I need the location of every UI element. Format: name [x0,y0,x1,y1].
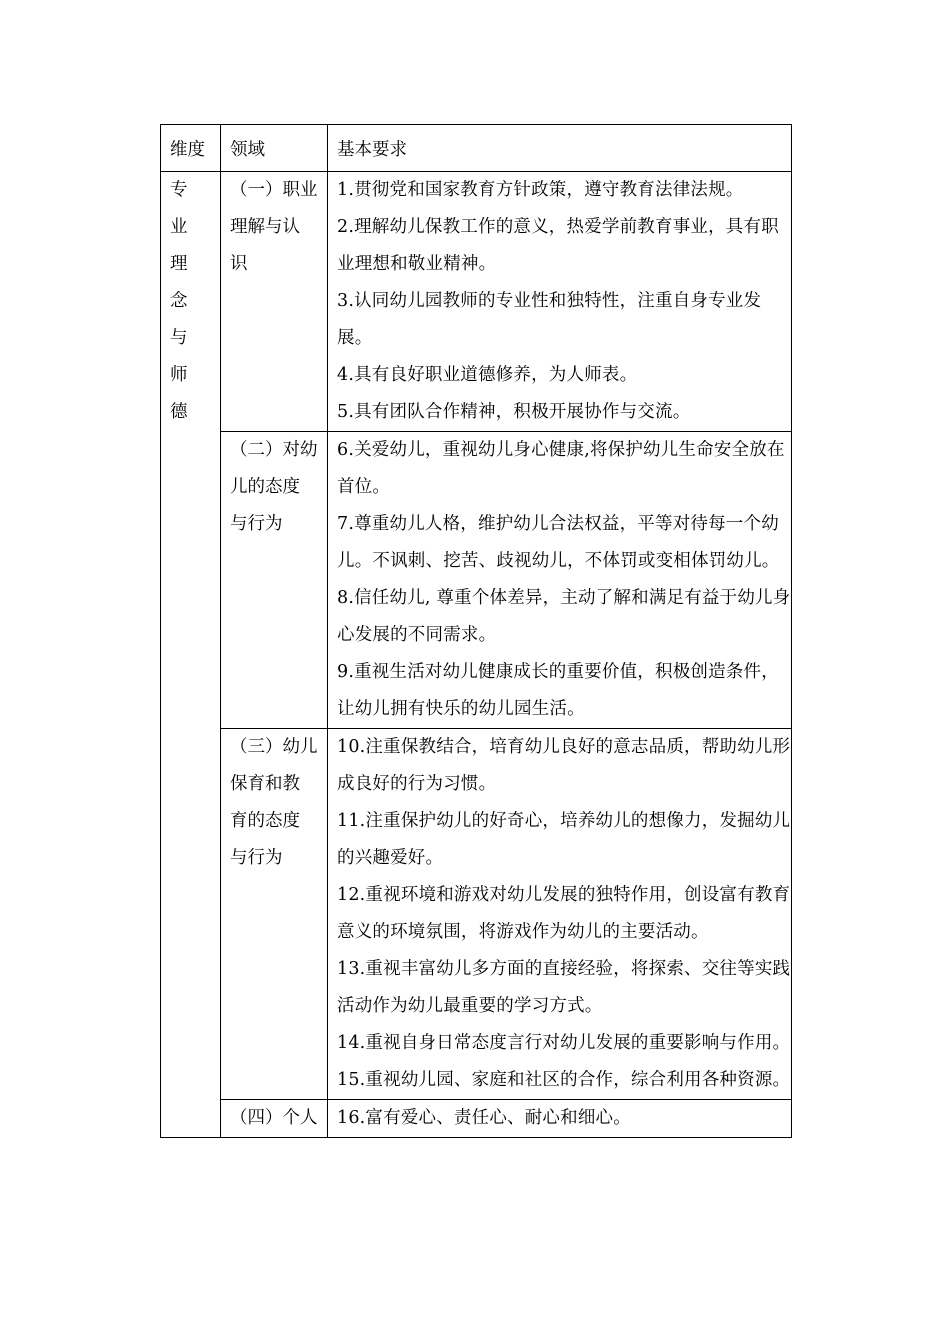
requirement-item: 10.注重保教结合，培育幼儿良好的意志品质，帮助幼儿形成良好的行为习惯。 [337,737,791,794]
area-cell [221,729,328,1100]
area-label-line: 育的态度 [230,811,300,831]
area-label-line: 儿的态度 [230,477,300,497]
dimension-cell [161,172,221,1138]
requirement-item: 1.贯彻党和国家教育方针政策，遵守教育法律法规。 [337,180,744,200]
requirement-item: 4.具有良好职业道德修养，为人师表。 [337,365,638,385]
dimension-char: 师 [170,365,188,385]
requirement-item: 12.重视环境和游戏对幼儿发展的独特作用，创设富有教育意义的环境氛围，将游戏作为幼儿的主要活动。 [337,885,791,942]
header-dimension: 维度 [161,125,221,172]
dimension-char: 念 [170,291,188,311]
area-label-line: （一）职业 [230,180,318,200]
header-area: 领域 [221,125,328,172]
requirement-item: 11.注重保护幼儿的好奇心，培养幼儿的想像力，发掘幼儿的兴趣爱好。 [337,811,791,868]
dimension-char: 德 [170,402,188,422]
requirements-cell [328,432,792,729]
area-row [161,172,792,432]
dimension-char: 专 [170,180,188,200]
area-label-line: 与行为 [230,848,283,868]
dimension-char: 理 [170,254,188,274]
area-row [161,432,792,729]
dimension-char: 业 [170,217,188,237]
area-cell [221,172,328,432]
requirement-item: 3.认同幼儿园教师的专业性和独特性，注重自身专业发展。 [337,291,762,348]
dimension-char: 与 [170,328,188,348]
header-requirements: 基本要求 [328,125,792,172]
requirement-item: 6.关爱幼儿，重视幼儿身心健康,将保护幼儿生命安全放在首位。 [337,440,785,497]
area-cell [221,432,328,729]
dimension-label [170,172,220,431]
area-label-line: 理解与认 [230,217,300,237]
requirements-cell [328,729,792,1100]
area-label-line: （二）对幼 [230,440,318,460]
requirement-item: 13.重视丰富幼儿多方面的直接经验，将探索、交往等实践活动作为幼儿最重要的学习方式。 [337,959,791,1016]
requirement-item: 9.重视生活对幼儿健康成长的重要价值，积极创造条件，让幼儿拥有快乐的幼儿园生活。 [337,662,779,719]
area-label-line: 识 [230,254,248,274]
requirement-item: 8.信任幼儿, 尊重个体差异，主动了解和满足有益于幼儿身心发展的不同需求。 [337,588,791,645]
requirements-cell [328,172,792,432]
standards-table [160,124,792,1138]
header-row [161,125,792,172]
requirement-item: 16.富有爱心、责任心、耐心和细心。 [337,1108,631,1128]
requirement-item: 15.重视幼儿园、家庭和社区的合作，综合利用各种资源。 [337,1070,791,1090]
requirement-item: 14.重视自身日常态度言行对幼儿发展的重要影响与作用。 [337,1033,791,1053]
area-row [161,729,792,1100]
requirement-item: 7.尊重幼儿人格，维护幼儿合法权益，平等对待每一个幼儿。不讽刺、挖苦、歧视幼儿，不体罚或变相体罚幼儿。 [337,514,780,571]
area-label-line: 保育和教 [230,774,300,794]
area-label-line: （四）个人 [230,1108,318,1128]
area-label-line: （三）幼儿 [230,737,318,757]
requirement-item: 2.理解幼儿保教工作的意义，热爱学前教育事业，具有职业理想和敬业精神。 [337,217,779,274]
area-label-line: 与行为 [230,514,283,534]
requirements-cell [328,1100,792,1138]
requirement-item: 5.具有团队合作精神，积极开展协作与交流。 [337,402,691,422]
area-row [161,1100,792,1138]
area-cell [221,1100,328,1138]
